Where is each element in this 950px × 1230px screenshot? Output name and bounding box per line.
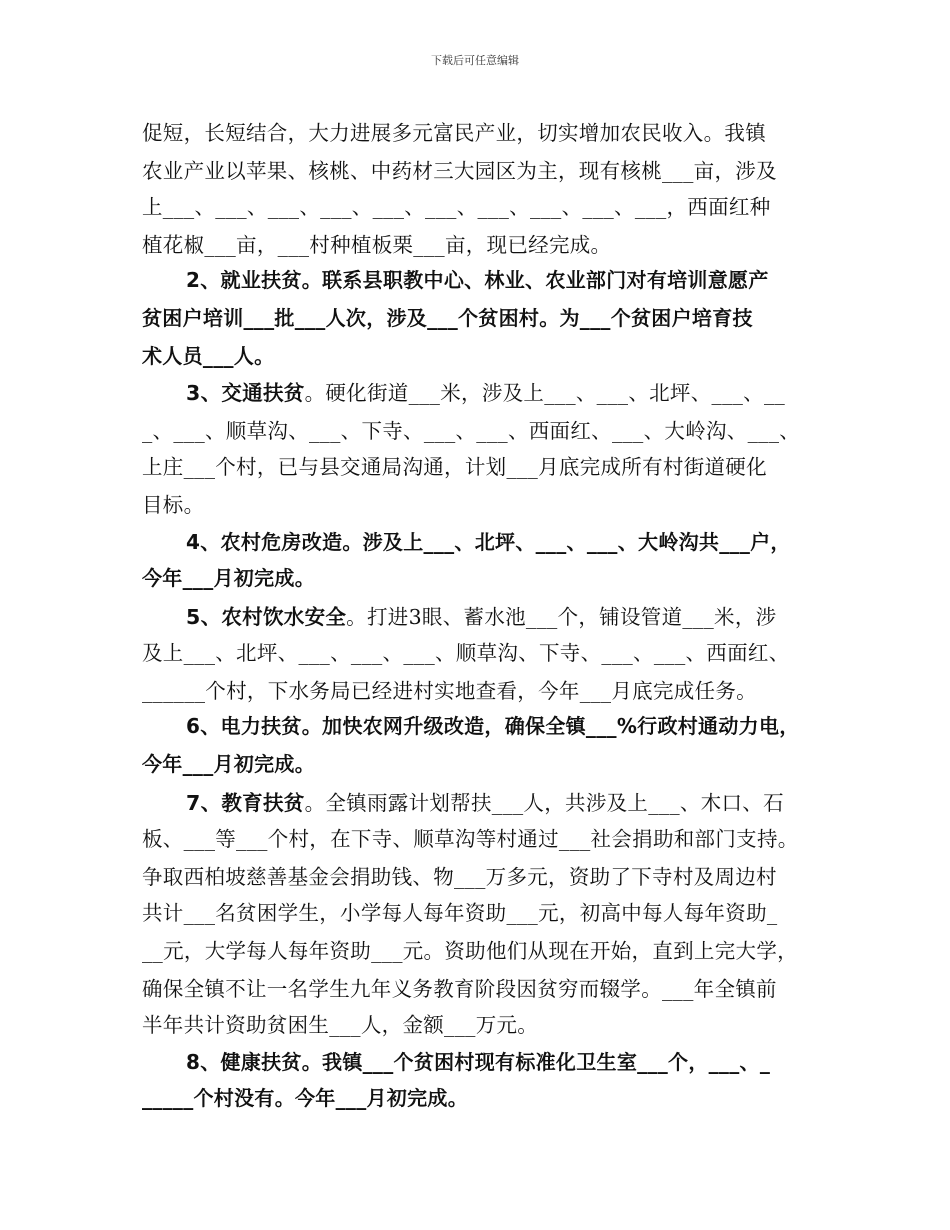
text-line: 及上___、北坪、___、___、___、顺草沟、下寺、___、___、西面红、 bbox=[142, 641, 790, 665]
section-heading: 7、教育扶贫 bbox=[186, 791, 305, 815]
section-heading: 5、农村饮水安全 bbox=[186, 605, 347, 629]
text-line: 术人员___人。 bbox=[142, 344, 275, 368]
section-heading-line: 8、健康扶贫。我镇___个贫困村现有标准化卫生室___个，___、_ bbox=[186, 1050, 771, 1074]
text-line: 农业产业以苹果、核桃、中药材三大园区为主，现有核桃___亩，涉及 bbox=[142, 159, 777, 183]
text-line: 目标。 bbox=[142, 493, 205, 517]
text-line: __元，大学每人每年资助___元。资助他们从现在开始，直到上完大学， bbox=[142, 939, 798, 963]
section-text: 。打进3眼、蓄水池___个，铺设管道___米，涉 bbox=[346, 605, 777, 629]
section-heading-line bbox=[186, 600, 776, 630]
text-line: 植花椒___亩，___村种植板栗___亩，现已经完成。 bbox=[142, 233, 612, 257]
text-line: 促短，长短结合，大力进展多元富民产业，切实增加农民收入。我镇 bbox=[142, 121, 766, 145]
text-line: _、___、顺草沟、___、下寺、___、___、西面红、___、大岭沟、___、 bbox=[142, 419, 801, 443]
page-header: 下载后可任意编辑 bbox=[431, 54, 519, 67]
section-heading-line bbox=[186, 786, 784, 816]
text-line: 上庄___个村，已与县交通局沟通，计划___月底完成所有村街道硬化 bbox=[142, 455, 767, 479]
text-line: 上___、___、___、___、___、___、___、___、___、___，西面红种 bbox=[142, 195, 771, 219]
text-line: ______个村，下水务局已经进村实地查看，今年___月底完成任务。 bbox=[142, 679, 757, 703]
text-line: 争取西柏坡慈善基金会捐助钱、物___万多元，资助了下寺村及周边村 bbox=[142, 865, 777, 889]
section-heading-line bbox=[186, 376, 785, 406]
text-line: 确保全镇不让一名学生九年义务教育阶段因贫穷而辍学。___年全镇前 bbox=[142, 977, 777, 1001]
text-line: 贫困户培训___批___人次，涉及___个贫困村。为___个贫困户培育技 bbox=[142, 306, 753, 330]
section-heading: 3、交通扶贫 bbox=[186, 381, 305, 405]
section-heading-line: 2、就业扶贫。联系县职教中心、林业、农业部门对有培训意愿产 bbox=[186, 268, 769, 292]
text-line: _____个村没有。今年___月初完成。 bbox=[142, 1086, 468, 1110]
text-line: 共计___名贫困学生，小学每人每年资助___元，初高中每人每年资助_ bbox=[142, 901, 778, 925]
text-line: 板、___等___个村，在下寺、顺草沟等村通过___社会捐助和部门支持。 bbox=[142, 827, 799, 851]
text-line: 半年共计资助贫困生___人，金额___万元。 bbox=[142, 1013, 539, 1037]
text-line: 今年___月初完成。 bbox=[142, 566, 315, 590]
section-text: 。硬化街道___米，涉及上___、___、北坪、___、__ bbox=[304, 381, 786, 405]
section-text: 。全镇雨露计划帮扶___人，共涉及上___、木口、石 bbox=[304, 791, 784, 815]
section-heading-line: 6、电力扶贫。加快农网升级改造，确保全镇___%行政村通动力电， bbox=[186, 714, 800, 738]
section-heading-line: 4、农村危房改造。涉及上___、北坪、___、___、大岭沟共___户， bbox=[186, 530, 791, 554]
text-line: 今年___月初完成。 bbox=[142, 752, 315, 776]
